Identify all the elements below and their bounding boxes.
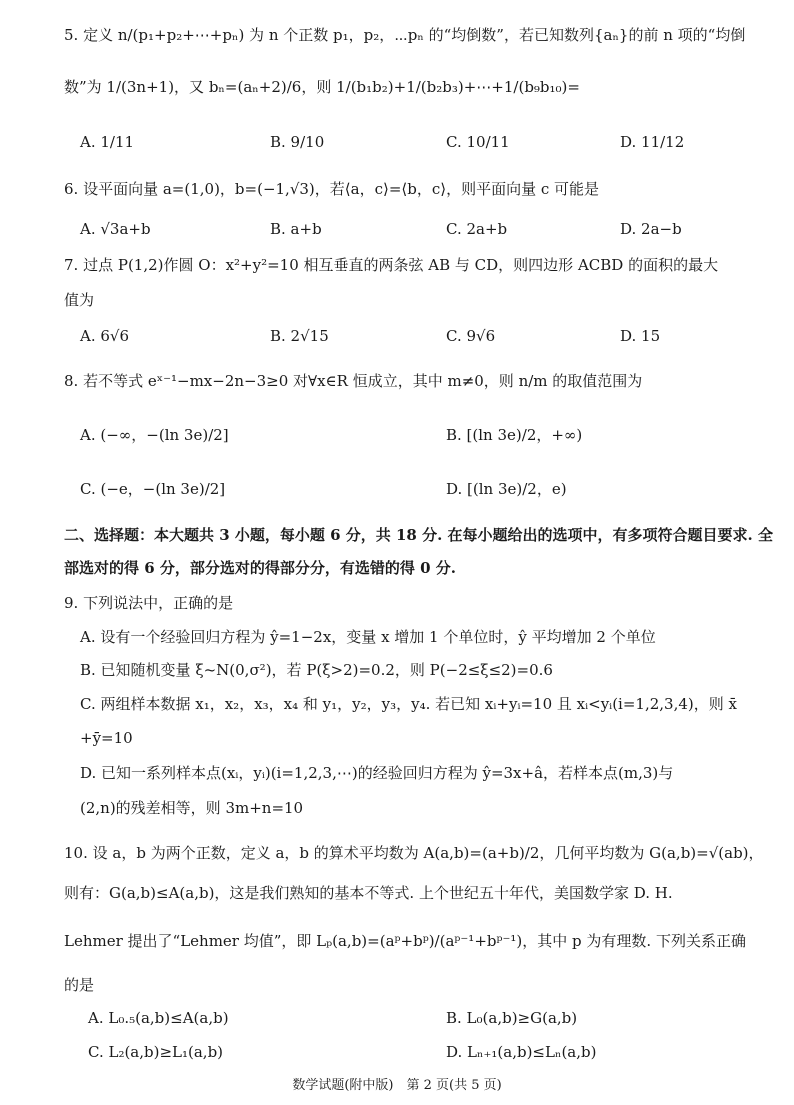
- q10-option-b: B. L₀(a,b)≥G(a,b): [446, 1009, 578, 1027]
- q8-stem: 8. 若不等式 eˣ⁻¹−mx−2n−3≥0 对∀x∈R 恒成立，其中 m≠0，则 n/m 的取值范围为: [64, 372, 643, 390]
- q8-option-d: D. [(ln 3e)/2，e): [446, 480, 567, 498]
- q10-option-d: D. Lₙ₊₁(a,b)≤Lₙ(a,b): [446, 1043, 597, 1061]
- q9-option-c-line-2: +ȳ=10: [80, 729, 133, 747]
- q5-option-a: A. 1/11: [80, 133, 135, 151]
- q10-stem-line-1: 10. 设 a，b 为两个正数，定义 a，b 的算术平均数为 A(a,b)=(a+b)/2，几何平均数为 G(a,b)=√(ab)，: [64, 844, 764, 862]
- section2-heading-line-1: 二、选择题：本大题共 3 小题，每小题 6 分，共 18 分. 在每小题给出的选项中，有多项符合题目要求. 全: [64, 526, 773, 544]
- q8-option-a: A. (−∞，−(ln 3e)/2]: [80, 426, 229, 444]
- q7-option-c: C. 9√6: [446, 327, 496, 345]
- q7-option-b: B. 2√15: [270, 327, 329, 345]
- q9-stem: 9. 下列说法中，正确的是: [64, 594, 234, 612]
- q5-stem-line-1: 5. 定义 n/(p₁+p₂+⋯+pₙ) 为 n 个正数 p₁，p₂，⋯pₙ 的“均倒数”，若已知数列{aₙ}的前 n 项的“均倒: [64, 26, 746, 44]
- q5-option-d: D. 11/12: [620, 133, 685, 151]
- q9-option-c-line-1: C. 两组样本数据 x₁，x₂，x₃，x₄ 和 y₁，y₂，y₃，y₄. 若已知 xᵢ+yᵢ=10 且 xᵢ<yᵢ(i=1,2,3,4)，则 x̄: [80, 695, 737, 713]
- page-footer: 数学试题(附中版) 第 2 页(共 5 页): [292, 1078, 502, 1093]
- q5-option-c: C. 10/11: [446, 133, 510, 151]
- q5-stem-line-2: 数”为 1/(3n+1)，又 bₙ=(aₙ+2)/6，则 1/(b₁b₂)+1/(b₂b₃)+⋯+1/(b₉b₁₀)=: [64, 78, 580, 96]
- q10-option-c: C. L₂(a,b)≥L₁(a,b): [88, 1043, 224, 1061]
- q7-stem-line-1: 7. 过点 P(1,2)作圆 O：x²+y²=10 相互垂直的两条弦 AB 与 CD，则四边形 ACBD 的面积的最大: [64, 256, 719, 274]
- q6-option-a: A. √3a+b: [80, 220, 151, 238]
- q10-stem-line-2: 则有：G(a,b)≤A(a,b)，这是我们熟知的基本不等式. 上个世纪五十年代，美国数学家 D. H.: [64, 884, 673, 902]
- q7-stem-line-2: 值为: [64, 291, 95, 309]
- q6-stem: 6. 设平面向量 a=(1,0)，b=(−1,√3)，若⟨a，c⟩=⟨b，c⟩，则平面向量 c 可能是: [64, 180, 600, 198]
- q6-option-d: D. 2a−b: [620, 220, 682, 238]
- q8-option-c: C. (−e，−(ln 3e)/2]: [80, 480, 226, 498]
- q9-option-d-line-1: D. 已知一系列样本点(xᵢ，yᵢ)(i=1,2,3,⋯)的经验回归方程为 ŷ=3x+â，若样本点(m,3)与: [80, 764, 674, 782]
- q10-stem-line-3: Lehmer 提出了“Lehmer 均值”，即 Lₚ(a,b)=(aᵖ+bᵖ)/(aᵖ⁻¹+bᵖ⁻¹)，其中 p 为有理数. 下列关系正确: [64, 932, 746, 950]
- q9-option-b: B. 已知随机变量 ξ~N(0,σ²)，若 P(ξ>2)=0.2，则 P(−2≤ξ≤2)=0.6: [80, 661, 553, 679]
- q6-option-b: B. a+b: [270, 220, 322, 238]
- q7-option-a: A. 6√6: [80, 327, 130, 345]
- q6-option-c: C. 2a+b: [446, 220, 508, 238]
- q5-option-b: B. 9/10: [270, 133, 325, 151]
- section2-heading-line-2: 部选对的得 6 分，部分选对的得部分分，有选错的得 0 分.: [64, 559, 456, 577]
- q7-option-d: D. 15: [620, 327, 661, 345]
- q10-stem-line-4: 的是: [64, 976, 95, 994]
- q10-option-a: A. L₀.₅(a,b)≤A(a,b): [88, 1009, 229, 1027]
- q8-option-b: B. [(ln 3e)/2，+∞): [446, 426, 583, 444]
- q9-option-d-line-2: (2,n)的残差相等，则 3m+n=10: [80, 799, 304, 817]
- q9-option-a: A. 设有一个经验回归方程为 ŷ=1−2x，变量 x 增加 1 个单位时，ŷ 平均增加 2 个单位: [80, 628, 656, 646]
